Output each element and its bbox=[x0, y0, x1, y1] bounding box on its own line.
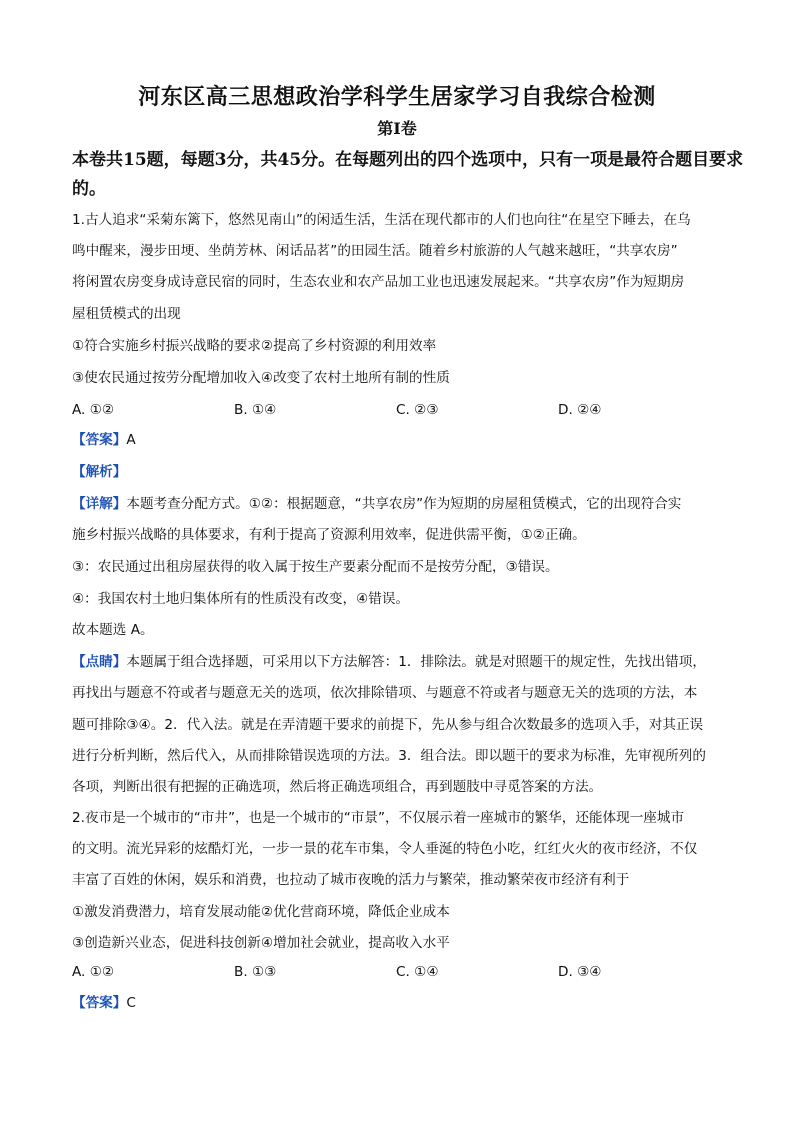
q2-option-d: D. ③④ bbox=[558, 964, 602, 980]
q2-answer bbox=[72, 993, 732, 1013]
q1-detail-line-1 bbox=[72, 494, 732, 514]
q1-option-a: A. ①② bbox=[72, 402, 115, 418]
document-title: 河东区高三思想政治学科学生居家学习自我综合检测 bbox=[138, 84, 656, 110]
q1-option-b: B. ①④ bbox=[234, 402, 277, 418]
q2-stem-line-3: 丰富了百姓的休闲，娱乐和消费，也拉动了城市夜晚的活力与繁荣，推动繁荣夜市经济有利于 bbox=[72, 872, 630, 888]
instructions-line-2: 的。 bbox=[72, 179, 106, 199]
q1-stem-line-3: 将闲置农房变身成诗意民宿的同时，生态农业和农产品加工业也迅速发展起来。“共享农房”作为短期房 bbox=[72, 274, 685, 290]
q1-tip-text-1: 本题属于组合选择题，可采用以下方法解答：1．排除法。就是对照题干的规定性，先找出错项， bbox=[126, 654, 706, 670]
q2-option-b: B. ①③ bbox=[234, 964, 277, 980]
q2-statements-line-2: ③创造新兴业态，促进科技创新④增加社会就业，提高收入水平 bbox=[72, 935, 450, 951]
q1-detail-line-5: 故本题选 A。 bbox=[72, 622, 154, 638]
q1-analysis-label: 【解析】 bbox=[72, 464, 127, 480]
q1-tip-line-4: 进行分析判断，然后代入，从而排除错误选项的方法。3．组合法。即以题干的要求为标准，先审视所列的 bbox=[72, 748, 706, 764]
q1-statements-line-2: ③使农民通过按劳分配增加收入④改变了农村土地所有制的性质 bbox=[72, 370, 450, 386]
q1-tip-line-5: 各项，判断出很有把握的正确选项，然后将正确选项组合，再到题肢中寻觅答案的方法。 bbox=[72, 779, 603, 795]
q2-stem-line-1: 2.夜市是一个城市的“市井”，也是一个城市的“市景”，不仅展示着一座城市的繁华，还能体现一座城市 bbox=[72, 810, 685, 826]
q1-detail-line-2: 施乡村振兴战略的具体要求，有利于提高了资源利用效率，促进供需平衡，①②正确。 bbox=[72, 527, 586, 543]
q1-answer bbox=[72, 430, 732, 450]
q1-stem-line-1: 1.古人追求“采菊东篱下，悠然见南山”的闲适生活，生活在现代都市的人们也向往“在星空下睡去，在乌 bbox=[72, 212, 691, 228]
q1-detail-label: 【详解】 bbox=[72, 496, 127, 512]
q1-stem-line-4: 屋租赁模式的出现 bbox=[72, 306, 181, 322]
q2-option-a: A. ①② bbox=[72, 964, 115, 980]
q1-detail-line-3: ③：农民通过出租房屋获得的收入属于按生产要素分配而不是按劳分配，③错误。 bbox=[72, 559, 559, 575]
instructions-line-1: 本卷共15题，每题3分，共45分。在每题列出的四个选项中，只有一项是最符合题目要求 bbox=[72, 150, 744, 170]
q2-stem-line-2: 的文明。流光异彩的炫酷灯光，一步一景的花车市集，令人垂涎的特色小吃，红红火火的夜市经济，不仅 bbox=[72, 841, 698, 857]
q1-analysis-heading bbox=[72, 462, 732, 482]
q2-statements-line-1: ①激发消费潜力，培育发展动能②优化营商环境，降低企业成本 bbox=[72, 904, 450, 920]
q1-option-d: D. ②④ bbox=[558, 402, 602, 418]
q1-answer-label: 【答案】 bbox=[72, 432, 127, 448]
q1-option-c: C. ②③ bbox=[396, 402, 439, 418]
q1-detail-text-1: 本题考查分配方式。①②：根据题意，“共享农房”作为短期的房屋租赁模式，它的出现符合实 bbox=[126, 496, 682, 512]
q1-statements-line-1: ①符合实施乡村振兴战略的要求②提高了乡村资源的利用效率 bbox=[72, 338, 437, 354]
q1-detail-line-4: ④：我国农村土地归集体所有的性质没有改变，④错误。 bbox=[72, 591, 410, 607]
section-title: 第Ⅰ卷 bbox=[377, 119, 417, 138]
q1-tip-line-1 bbox=[72, 652, 732, 672]
q2-answer-label: 【答案】 bbox=[72, 995, 127, 1011]
q1-tip-label: 【点睛】 bbox=[72, 654, 127, 670]
q1-stem-line-2: 鸣中醒来，漫步田埂、坐荫芳林、闲话品茗”的田园生活。随着乡村旅游的人气越来越旺，“共享农房” bbox=[72, 243, 678, 259]
q2-answer-value: C bbox=[126, 995, 136, 1011]
q2-option-c: C. ①④ bbox=[396, 964, 439, 980]
q1-tip-line-2: 再找出与题意不符或者与题意无关的选项，依次排除错项、与题意不符或者与题意无关的选项的方法，本 bbox=[72, 685, 698, 701]
q1-tip-line-3: 题可排除③④。2．代入法。就是在弄清题干要求的前提下，先从参与组合次数最多的选项入手，对其正误 bbox=[72, 717, 704, 733]
q1-answer-value: A bbox=[126, 432, 136, 448]
